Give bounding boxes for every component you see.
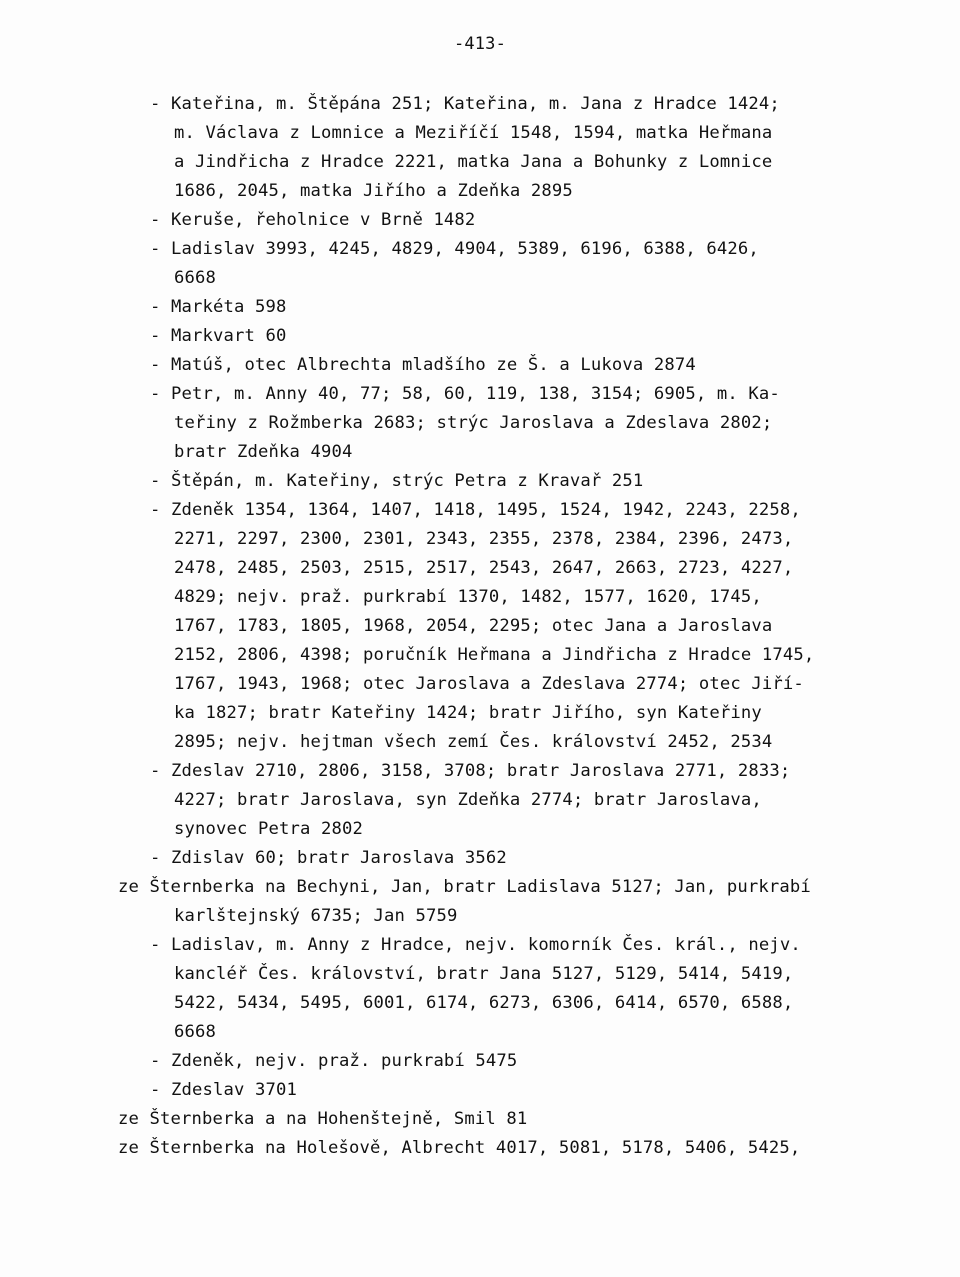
entry-line: karlštejnský 6735; Jan 5759 xyxy=(174,906,458,926)
entry-line: 2152, 2806, 4398; poručník Heřmana a Jindřicha z Hradce 1745, xyxy=(174,645,815,665)
entry-line: - Zdeslav 2710, 2806, 3158, 3708; bratr Jaroslava 2771, 2833; xyxy=(150,761,791,781)
entry-line: 4829; nejv. praž. purkrabí 1370, 1482, 1577, 1620, 1745, xyxy=(174,587,762,607)
entry-line: - Keruše, řeholnice v Brně 1482 xyxy=(150,210,476,230)
entry-line: - Markvart 60 xyxy=(150,326,287,346)
entry-line: - Štěpán, m. Kateřiny, strýc Petra z Kravař 251 xyxy=(150,471,644,491)
entry-line: - Zdislav 60; bratr Jaroslava 3562 xyxy=(150,848,507,868)
entry-line: bratr Zdeňka 4904 xyxy=(174,442,353,462)
entry-line: - Zdeslav 3701 xyxy=(150,1080,297,1100)
entry-line: - Matúš, otec Albrechta mladšího ze Š. a Lukova 2874 xyxy=(150,355,696,375)
entry-line: - Kateřina, m. Štěpána 251; Kateřina, m. Jana z Hradce 1424; xyxy=(150,94,780,114)
entry-line: m. Václava z Lomnice a Meziříčí 1548, 1594, matka Heřmana xyxy=(174,123,773,143)
entry-line: - Zdeněk 1354, 1364, 1407, 1418, 1495, 1524, 1942, 2243, 2258, xyxy=(150,500,801,520)
entry-line: 6668 xyxy=(174,1022,216,1042)
entry-line: synovec Petra 2802 xyxy=(174,819,363,839)
entry-line: a Jindřicha z Hradce 2221, matka Jana a Bohunky z Lomnice xyxy=(174,152,773,172)
entry-line: ze Šternberka na Holešově, Albrecht 4017, 5081, 5178, 5406, 5425, xyxy=(118,1138,801,1158)
entry-line: 4227; bratr Jaroslava, syn Zdeňka 2774; bratr Jaroslava, xyxy=(174,790,762,810)
entry-line: 5422, 5434, 5495, 6001, 6174, 6273, 6306, 6414, 6570, 6588, xyxy=(174,993,794,1013)
entry-line: 6668 xyxy=(174,268,216,288)
entry-line: 2895; nejv. hejtman všech zemí Čes. království 2452, 2534 xyxy=(174,732,773,752)
entry-line: 1686, 2045, matka Jiřího a Zdeňka 2895 xyxy=(174,181,573,201)
entry-line: 1767, 1943, 1968; otec Jaroslava a Zdeslava 2774; otec Jiří- xyxy=(174,674,804,694)
entry-line: 2271, 2297, 2300, 2301, 2343, 2355, 2378, 2384, 2396, 2473, xyxy=(174,529,794,549)
entry-line: - Ladislav 3993, 4245, 4829, 4904, 5389, 6196, 6388, 6426, xyxy=(150,239,759,259)
entry-line: kancléř Čes. království, bratr Jana 5127, 5129, 5414, 5419, xyxy=(174,964,794,984)
entry-line: ze Šternberka a na Hohenštejně, Smil 81 xyxy=(118,1109,528,1129)
entry-line: - Petr, m. Anny 40, 77; 58, 60, 119, 138, 3154; 6905, m. Ka- xyxy=(150,384,780,404)
entry-line: - Markéta 598 xyxy=(150,297,287,317)
entry-line: 1767, 1783, 1805, 1968, 2054, 2295; otec Jana a Jaroslava xyxy=(174,616,773,636)
entry-line: - Zdeněk, nejv. praž. purkrabí 5475 xyxy=(150,1051,518,1071)
entry-line: - Ladislav, m. Anny z Hradce, nejv. komorník Čes. král., nejv. xyxy=(150,935,801,955)
entry-line: teřiny z Rožmberka 2683; strýc Jaroslava a Zdeslava 2802; xyxy=(174,413,773,433)
entry-line: ka 1827; bratr Kateřiny 1424; bratr Jiřího, syn Kateřiny xyxy=(174,703,762,723)
entry-line: ze Šternberka na Bechyni, Jan, bratr Ladislava 5127; Jan, purkrabí xyxy=(118,877,811,897)
page-number: -413- xyxy=(454,34,506,54)
entry-line: 2478, 2485, 2503, 2515, 2517, 2543, 2647, 2663, 2723, 4227, xyxy=(174,558,794,578)
